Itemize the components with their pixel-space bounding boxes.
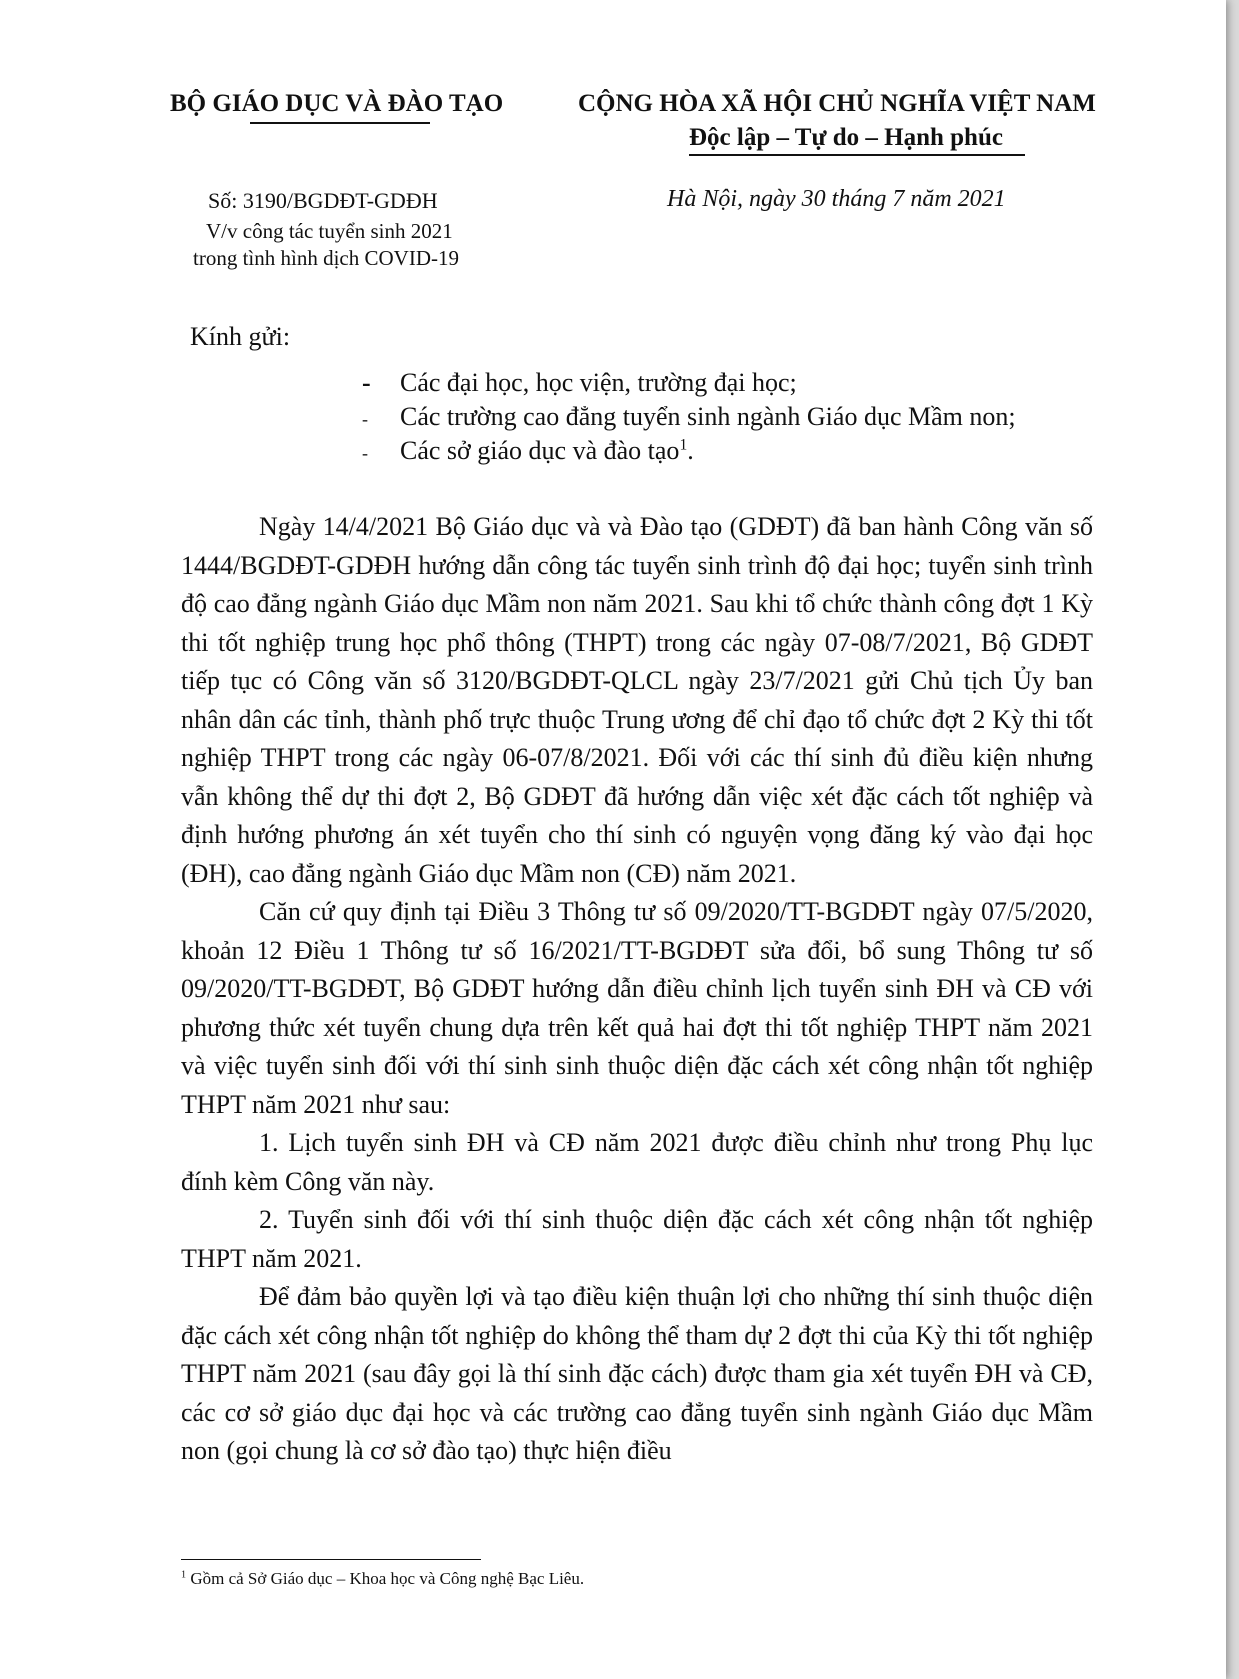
footnote-divider <box>181 1559 481 1560</box>
body-paragraph: 2. Tuyển sinh đối với thí sinh thuộc diện đặc cách xét công nhận tốt nghiệp THPT năm 2021. <box>181 1205 1093 1273</box>
document-body <box>181 508 1093 1471</box>
ministry-name: BỘ GIÁO DỤC VÀ ĐÀO TẠO <box>170 90 504 117</box>
list-item: - Các trường cao đẳng tuyển sinh ngành Giáo dục Mầm non; <box>362 400 1016 434</box>
recipient-list <box>362 366 1016 468</box>
dash-icon: - <box>362 443 368 463</box>
footnote: $^1$ Gồm cả Sở Giáo dục – Khoa học và Công nghệ Bạc Liêu. <box>181 1569 585 1588</box>
body-paragraph: Ngày 14/4/2021 Bộ Giáo dục và và Đào tạo (GDĐT) đã ban hành Công văn số 1444/BGDĐT-GDĐH hướng dẫn công tác tuyển sinh trình độ đại học; tuyển sinh trình độ cao đẳng ngành Giáo dục Mầm non năm 2021. Sau khi tổ chức thành công đợt 1 Kỳ thi tốt nghiệp trung học phổ thông (THPT) trong các ngày 07-08/7/2021, Bộ GDĐT tiếp tục có Công văn số 3120/BGDĐT-QLCL ngày 23/7/2021 gửi Chủ tịch Ủy ban nhân dân các tỉnh, thành phố trực thuộc Trung ương để chỉ đạo tổ chức đợt 2 Kỳ thi tốt nghiệp THPT trong các ngày 06-07/8/2021. Đối với các thí sinh đủ điều kiện nhưng vẫn không thể dự thi đợt 2, Bộ GDĐT đã hướng dẫn việc xét đặc cách tốt nghiệp và định hướng phương án xét tuyển cho thí sinh có nguyện vọng đăng ký vào đại học (ĐH), cao đẳng ngành Giáo dục Mầm non (CĐ) năm 2021. <box>181 512 1093 888</box>
footnote-mark: 1 <box>181 1569 187 1581</box>
body-paragraph: Để đảm bảo quyền lợi và tạo điều kiện thuận lợi cho những thí sinh thuộc diện đặc cách xét công nhận tốt nghiệp do không thể tham dự 2 đợt thi của Kỳ thi tốt nghiệp THPT năm 2021 (sau đây gọi là thí sinh đặc cách) được tham gia xét tuyển ĐH và CĐ, các cơ sở giáo dục đại học và các trường cao đẳng tuyển sinh ngành Giáo dục Mầm non (gọi chung là cơ sở đào tạo) thực hiện điều <box>181 1282 1093 1465</box>
dash-icon: - <box>362 409 368 429</box>
dash-icon: - <box>362 368 371 397</box>
ministry-underline <box>250 122 430 124</box>
place-date: Hà Nội, ngày 30 tháng 7 năm 2021 <box>667 186 1006 212</box>
motto-underline <box>689 154 1025 156</box>
document-number: Số: 3190/BGDĐT-GDĐH <box>208 188 438 213</box>
body-paragraph: 1. Lịch tuyển sinh ĐH và CĐ năm 2021 được điều chỉnh như trong Phụ lục đính kèm Công văn này. <box>181 1128 1093 1196</box>
national-motto: Độc lập – Tự do – Hạnh phúc <box>689 124 1003 151</box>
subject-line-1: V/v công tác tuyển sinh 2021 <box>206 219 453 243</box>
list-item: - Các đại học, học viện, trường đại học; <box>362 366 1016 400</box>
list-item: - Các sở giáo dục và đào tạo$^1$. <box>362 434 1016 468</box>
country-name: CỘNG HÒA XÃ HỘI CHỦ NGHĨA VIỆT NAM <box>578 90 1096 117</box>
footnote-reference: 1 <box>679 436 688 454</box>
greeting: Kính gửi: <box>190 322 291 351</box>
subject-line-2: trong tình hình dịch COVID-19 <box>193 246 459 270</box>
body-paragraph: Căn cứ quy định tại Điều 3 Thông tư số 09/2020/TT-BGDĐT ngày 07/5/2020, khoản 12 Điều 1 Thông tư số 16/2021/TT-BGDĐT sửa đổi, bổ sung Thông tư số 09/2020/TT-BGDĐT, Bộ GDĐT hướng dẫn điều chỉnh lịch tuyển sinh ĐH và CĐ với phương thức xét tuyển chung dựa trên kết quả hai đợt thi tốt nghiệp THPT năm 2021 và việc tuyển sinh đối với thí sinh sinh thuộc diện đặc cách xét công nhận tốt nghiệp THPT năm 2021 như sau: <box>181 897 1093 1119</box>
